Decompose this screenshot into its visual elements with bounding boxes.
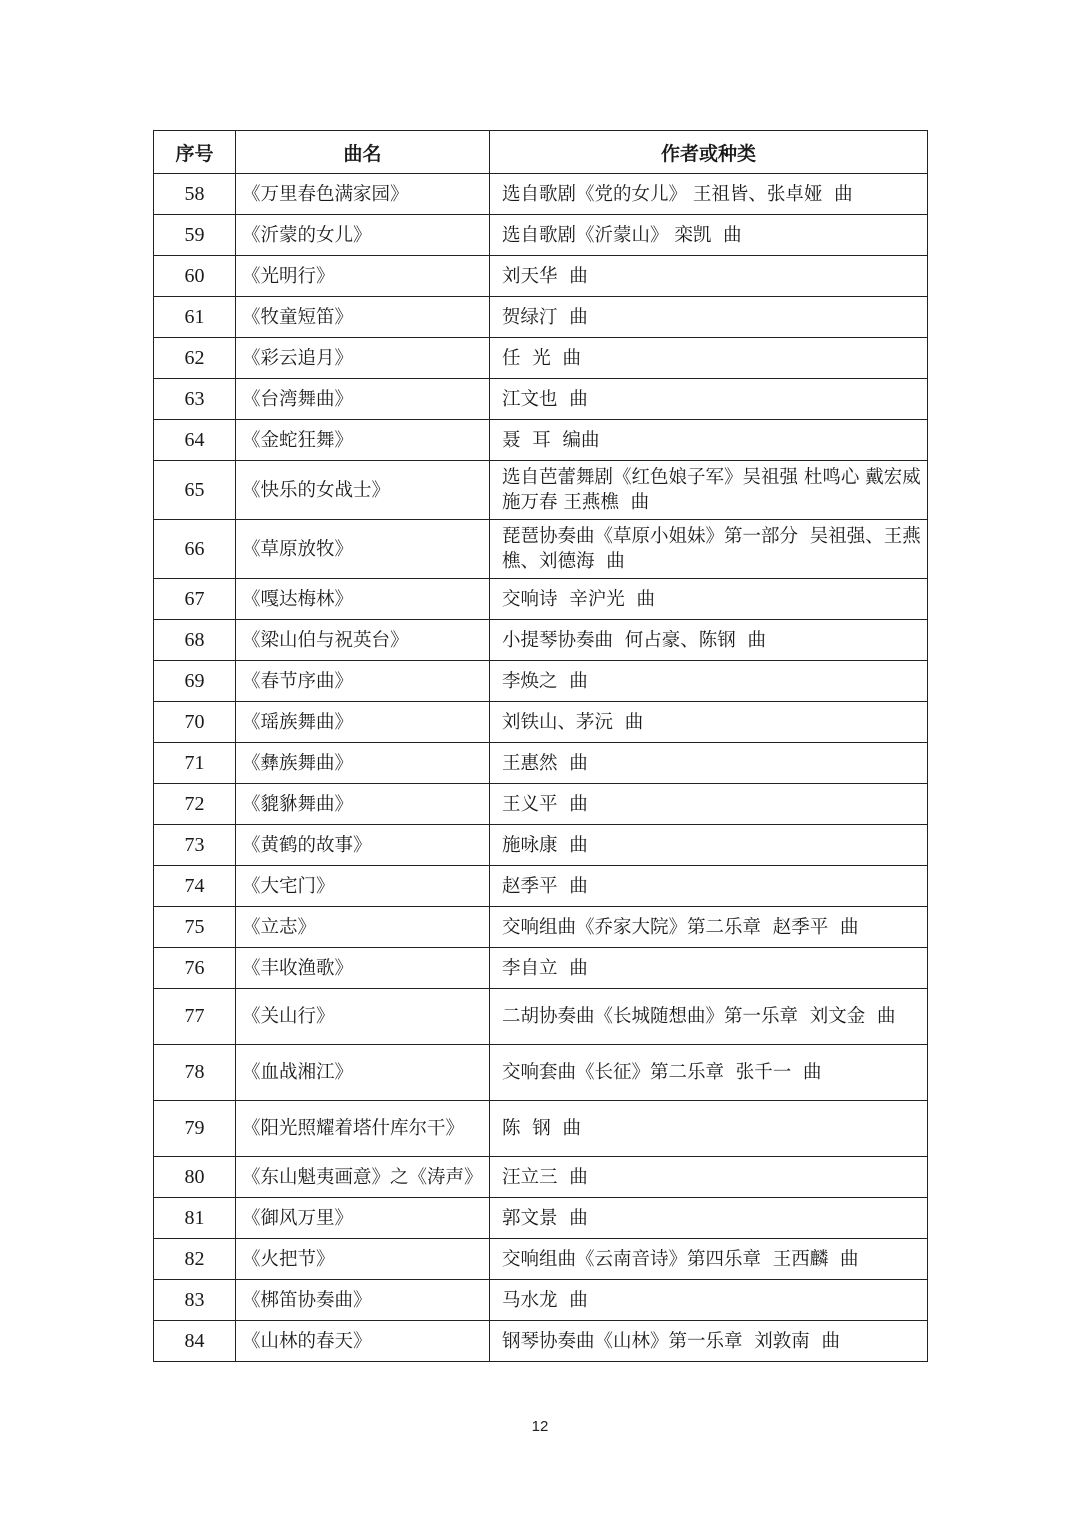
row-title: 《御风万里》 <box>236 1198 490 1239</box>
row-author: 交响组曲《乔家大院》第二乐章 赵季平 曲 <box>490 907 928 948</box>
row-title: 《貔貅舞曲》 <box>236 784 490 825</box>
row-number: 78 <box>154 1045 236 1101</box>
row-author: 小提琴协奏曲 何占豪、陈钢 曲 <box>490 620 928 661</box>
table-row <box>154 215 928 256</box>
row-number: 69 <box>154 661 236 702</box>
row-number: 62 <box>154 338 236 379</box>
table-row <box>154 661 928 702</box>
table-row <box>154 420 928 461</box>
row-title: 《大宅门》 <box>236 866 490 907</box>
row-number: 70 <box>154 702 236 743</box>
table-row <box>154 825 928 866</box>
table-row <box>154 743 928 784</box>
row-number: 59 <box>154 215 236 256</box>
table-row <box>154 866 928 907</box>
row-author: 交响组曲《云南音诗》第四乐章 王西麟 曲 <box>490 1239 928 1280</box>
row-number: 64 <box>154 420 236 461</box>
table-row <box>154 1157 928 1198</box>
row-number: 83 <box>154 1280 236 1321</box>
row-author: 刘铁山、茅沅 曲 <box>490 702 928 743</box>
row-number: 80 <box>154 1157 236 1198</box>
row-number: 60 <box>154 256 236 297</box>
row-author: 汪立三 曲 <box>490 1157 928 1198</box>
row-author: 选自芭蕾舞剧《红色娘子军》吴祖强 杜鸣心 戴宏威 施万春 王燕樵 曲 <box>490 461 928 520</box>
row-author: 选自歌剧《党的女儿》 王祖皆、张卓娅 曲 <box>490 174 928 215</box>
row-title: 《梁山伯与祝英台》 <box>236 620 490 661</box>
row-title: 《快乐的女战士》 <box>236 461 490 520</box>
row-title: 《丰收渔歌》 <box>236 948 490 989</box>
row-title: 《山林的春天》 <box>236 1321 490 1362</box>
row-title: 《牧童短笛》 <box>236 297 490 338</box>
row-number: 84 <box>154 1321 236 1362</box>
row-title: 《草原放牧》 <box>236 520 490 579</box>
row-title: 《春节序曲》 <box>236 661 490 702</box>
row-title: 《台湾舞曲》 <box>236 379 490 420</box>
row-author: 王惠然 曲 <box>490 743 928 784</box>
row-author: 贺绿汀 曲 <box>490 297 928 338</box>
row-author: 王义平 曲 <box>490 784 928 825</box>
table-row <box>154 702 928 743</box>
row-number: 76 <box>154 948 236 989</box>
row-number: 65 <box>154 461 236 520</box>
header-title: 曲名 <box>236 131 490 174</box>
table-row <box>154 379 928 420</box>
row-author: 交响套曲《长征》第二乐章 张千一 曲 <box>490 1045 928 1101</box>
row-title: 《阳光照耀着塔什库尔干》 <box>236 1101 490 1157</box>
row-title: 《立志》 <box>236 907 490 948</box>
table-row <box>154 520 928 579</box>
row-number: 71 <box>154 743 236 784</box>
row-number: 66 <box>154 520 236 579</box>
row-title: 《火把节》 <box>236 1239 490 1280</box>
table-row <box>154 1280 928 1321</box>
table-row <box>154 1045 928 1101</box>
row-title: 《嘎达梅林》 <box>236 579 490 620</box>
table-row <box>154 989 928 1045</box>
row-number: 77 <box>154 989 236 1045</box>
row-number: 61 <box>154 297 236 338</box>
row-author: 李焕之 曲 <box>490 661 928 702</box>
table-row <box>154 620 928 661</box>
page-number: 12 <box>531 1418 549 1435</box>
row-number: 79 <box>154 1101 236 1157</box>
table-row <box>154 256 928 297</box>
row-title: 《万里春色满家园》 <box>236 174 490 215</box>
row-title: 《光明行》 <box>236 256 490 297</box>
row-author: 二胡协奏曲《长城随想曲》第一乐章 刘文金 曲 <box>490 989 928 1045</box>
row-author: 陈 钢 曲 <box>490 1101 928 1157</box>
row-number: 75 <box>154 907 236 948</box>
table-row <box>154 1321 928 1362</box>
row-author: 任 光 曲 <box>490 338 928 379</box>
row-author: 刘天华 曲 <box>490 256 928 297</box>
row-title: 《关山行》 <box>236 989 490 1045</box>
table-row <box>154 907 928 948</box>
music-list-table <box>153 130 928 1362</box>
header-author: 作者或种类 <box>490 131 928 174</box>
table-row <box>154 579 928 620</box>
row-title: 《金蛇狂舞》 <box>236 420 490 461</box>
table-row <box>154 784 928 825</box>
row-number: 58 <box>154 174 236 215</box>
row-title: 《彝族舞曲》 <box>236 743 490 784</box>
table-header-row <box>154 131 928 174</box>
row-author: 李自立 曲 <box>490 948 928 989</box>
row-author: 赵季平 曲 <box>490 866 928 907</box>
row-author: 马水龙 曲 <box>490 1280 928 1321</box>
row-number: 72 <box>154 784 236 825</box>
table-row <box>154 174 928 215</box>
table-row <box>154 461 928 520</box>
row-author: 聂 耳 编曲 <box>490 420 928 461</box>
row-number: 81 <box>154 1198 236 1239</box>
row-author: 江文也 曲 <box>490 379 928 420</box>
row-title: 《瑶族舞曲》 <box>236 702 490 743</box>
row-title: 《彩云追月》 <box>236 338 490 379</box>
row-number: 67 <box>154 579 236 620</box>
row-title: 《血战湘江》 <box>236 1045 490 1101</box>
table-row <box>154 297 928 338</box>
table-row <box>154 1198 928 1239</box>
table-row <box>154 1239 928 1280</box>
row-author: 郭文景 曲 <box>490 1198 928 1239</box>
row-author: 琵琶协奏曲《草原小姐妹》第一部分 吴祖强、王燕樵、刘德海 曲 <box>490 520 928 579</box>
row-author: 施咏康 曲 <box>490 825 928 866</box>
row-number: 74 <box>154 866 236 907</box>
row-author: 选自歌剧《沂蒙山》 栾凯 曲 <box>490 215 928 256</box>
table-row <box>154 1101 928 1157</box>
row-number: 73 <box>154 825 236 866</box>
row-author: 交响诗 辛沪光 曲 <box>490 579 928 620</box>
row-title: 《沂蒙的女儿》 <box>236 215 490 256</box>
row-title: 《东山魁夷画意》之《涛声》 <box>236 1157 490 1198</box>
table-row <box>154 338 928 379</box>
row-title: 《梆笛协奏曲》 <box>236 1280 490 1321</box>
row-author: 钢琴协奏曲《山林》第一乐章 刘敦南 曲 <box>490 1321 928 1362</box>
row-number: 63 <box>154 379 236 420</box>
row-number: 68 <box>154 620 236 661</box>
row-number: 82 <box>154 1239 236 1280</box>
row-title: 《黄鹤的故事》 <box>236 825 490 866</box>
table-row <box>154 948 928 989</box>
header-number: 序号 <box>154 131 236 174</box>
